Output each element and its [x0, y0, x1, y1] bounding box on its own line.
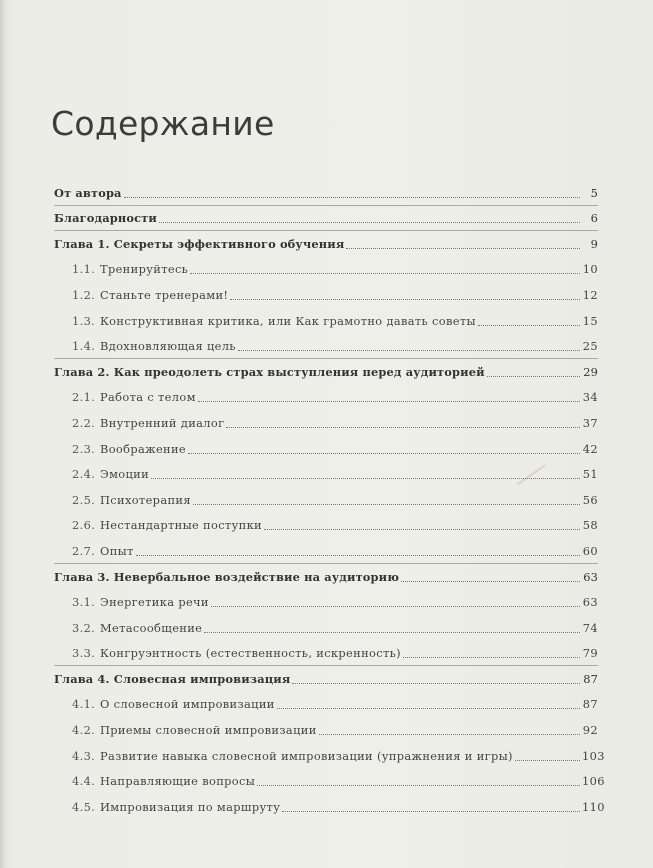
- table-of-contents: [54, 180, 605, 820]
- toc-page-number: 74: [582, 620, 598, 635]
- toc-dot-leader: [204, 632, 580, 633]
- toc-page-number: 56: [582, 492, 598, 507]
- toc-page-number: 58: [582, 518, 598, 533]
- toc-entry-title: Конструктивная критика, или Как грамотно давать советы: [100, 313, 476, 328]
- toc-page-number: 63: [583, 569, 598, 584]
- toc-entry-title: Опыт: [100, 543, 134, 558]
- toc-page-number: 34: [582, 390, 598, 405]
- toc-chapter-entry: [54, 231, 598, 257]
- toc-entry-title: Работа с телом: [100, 390, 196, 405]
- toc-entry-title: От автора: [54, 185, 122, 200]
- toc-dot-leader: [193, 504, 580, 505]
- toc-dot-leader: [230, 299, 580, 300]
- toc-dot-leader: [478, 325, 580, 326]
- toc-entry-title: Импровизация по маршруту: [100, 799, 281, 814]
- toc-section-number: 1.4.: [72, 339, 96, 354]
- toc-entry-title: Развитие навыка словесной импровизации (упражнения и игры): [100, 748, 513, 763]
- toc-section-number: 4.2.: [72, 723, 96, 738]
- toc-section-number: 2.1.: [72, 390, 96, 405]
- toc-page-number: 103: [582, 748, 605, 763]
- toc-page-number: 29: [583, 364, 598, 379]
- toc-section-entry: [54, 436, 598, 462]
- toc-section-number: 3.3.: [72, 646, 96, 661]
- toc-page-number: 63: [582, 595, 598, 610]
- toc-section-number: 2.3.: [72, 441, 96, 456]
- toc-chapter-entry: [54, 206, 598, 232]
- toc-page-number: 87: [582, 697, 598, 712]
- toc-section-entry: [54, 282, 598, 308]
- toc-section-number: 3.2.: [72, 620, 96, 635]
- toc-entry-title: Тренируйтесь: [100, 262, 189, 277]
- toc-entry-title: Метасообщение: [100, 620, 203, 635]
- toc-section-entry: [54, 334, 598, 360]
- toc-section-number: 4.4.: [72, 774, 96, 789]
- toc-page-number: 92: [582, 723, 598, 738]
- toc-section-entry: [54, 513, 598, 539]
- toc-page-number: 25: [582, 339, 598, 354]
- toc-section-entry: [54, 257, 598, 283]
- toc-dot-leader: [188, 453, 580, 454]
- toc-dot-leader: [282, 811, 580, 812]
- toc-entry-title: Конгруэнтность (естественность, искренность): [100, 646, 401, 661]
- toc-page-number: 79: [582, 646, 598, 661]
- toc-chapter-entry: [54, 180, 598, 206]
- toc-entry-title: Внутренний диалог: [100, 415, 225, 430]
- toc-section-entry: [54, 410, 598, 436]
- toc-section-number: 1.2.: [72, 287, 96, 302]
- toc-entry-title: Направляющие вопросы: [100, 774, 256, 789]
- toc-section-number: 1.1.: [72, 262, 96, 277]
- toc-dot-leader: [257, 785, 580, 786]
- toc-page-number: 60: [582, 543, 598, 558]
- toc-entry-title: Глава 2. Как преодолеть страх выступления перед аудиторией: [54, 364, 485, 379]
- toc-page-number: 5: [590, 185, 598, 200]
- toc-page-number: 106: [582, 774, 605, 789]
- toc-dot-leader: [403, 657, 580, 658]
- toc-section-entry: [54, 538, 598, 564]
- toc-section-number: 4.1.: [72, 697, 96, 712]
- toc-dot-leader: [487, 376, 580, 377]
- toc-section-entry: [54, 615, 598, 641]
- toc-page-number: 110: [582, 799, 605, 814]
- toc-dot-leader: [401, 581, 580, 582]
- toc-section-number: 2.6.: [72, 518, 96, 533]
- toc-section-entry: [54, 717, 598, 743]
- toc-page-number: 6: [590, 211, 598, 226]
- toc-dot-leader: [151, 478, 580, 479]
- toc-dot-leader: [292, 683, 580, 684]
- toc-section-number: 3.1.: [72, 595, 96, 610]
- toc-section-entry: [54, 641, 598, 667]
- toc-dot-leader: [277, 708, 580, 709]
- toc-section-number: 1.3.: [72, 313, 96, 328]
- toc-section-number: 2.4.: [72, 467, 96, 482]
- toc-page-number: 15: [582, 313, 598, 328]
- toc-page-number: 10: [582, 262, 598, 277]
- toc-entry-title: О словесной импровизации: [100, 697, 275, 712]
- toc-entry-title: Воображение: [100, 441, 187, 456]
- page-title: Содержание: [51, 104, 275, 143]
- toc-section-number: 2.2.: [72, 415, 96, 430]
- toc-chapter-entry: [54, 359, 598, 385]
- toc-section-entry: [54, 487, 598, 513]
- toc-chapter-entry: [54, 564, 598, 590]
- toc-entry-title: Психотерапия: [100, 492, 191, 507]
- toc-entry-title: Приемы словесной импровизации: [100, 723, 317, 738]
- toc-section-entry: [54, 769, 605, 795]
- toc-entry-title: Глава 3. Невербальное воздействие на аудиторию: [54, 569, 400, 584]
- toc-page-number: 37: [582, 415, 598, 430]
- toc-entry-title: Нестандартные поступки: [100, 518, 262, 533]
- toc-entry-title: Эмоции: [100, 467, 150, 482]
- toc-entry-title: Вдохновляющая цель: [100, 339, 236, 354]
- toc-dot-leader: [198, 401, 580, 402]
- toc-section-number: 2.5.: [72, 492, 96, 507]
- toc-dot-leader: [159, 222, 580, 223]
- toc-entry-title: Энергетика речи: [100, 595, 209, 610]
- toc-page-number: 12: [582, 287, 598, 302]
- toc-section-entry: [54, 743, 605, 769]
- toc-section-number: 4.5.: [72, 799, 96, 814]
- toc-entry-title: Станьте тренерами!: [100, 287, 229, 302]
- toc-chapter-entry: [54, 666, 598, 692]
- toc-page-number: 42: [582, 441, 598, 456]
- toc-dot-leader: [346, 248, 580, 249]
- toc-dot-leader: [136, 555, 580, 556]
- toc-page-number: 9: [590, 236, 598, 251]
- toc-dot-leader: [226, 427, 580, 428]
- toc-page-number: 87: [583, 671, 598, 686]
- toc-page-number: 51: [582, 467, 598, 482]
- toc-dot-leader: [264, 529, 580, 530]
- toc-entry-title: Благодарности: [54, 211, 157, 226]
- toc-section-number: 4.3.: [72, 748, 96, 763]
- toc-section-entry: [54, 385, 598, 411]
- toc-section-entry: [54, 692, 598, 718]
- toc-section-number: 2.7.: [72, 543, 96, 558]
- toc-section-entry: [54, 794, 605, 820]
- toc-entry-title: Глава 4. Словесная импровизация: [54, 671, 291, 686]
- toc-dot-leader: [238, 350, 580, 351]
- toc-entry-title: Глава 1. Секреты эффективного обучения: [54, 236, 345, 251]
- toc-dot-leader: [124, 197, 580, 198]
- page-binding-shadow: [0, 0, 6, 868]
- toc-dot-leader: [190, 273, 580, 274]
- toc-dot-leader: [515, 760, 580, 761]
- toc-section-entry: [54, 308, 598, 334]
- toc-dot-leader: [211, 606, 580, 607]
- toc-dot-leader: [319, 734, 580, 735]
- toc-section-entry: [54, 590, 598, 616]
